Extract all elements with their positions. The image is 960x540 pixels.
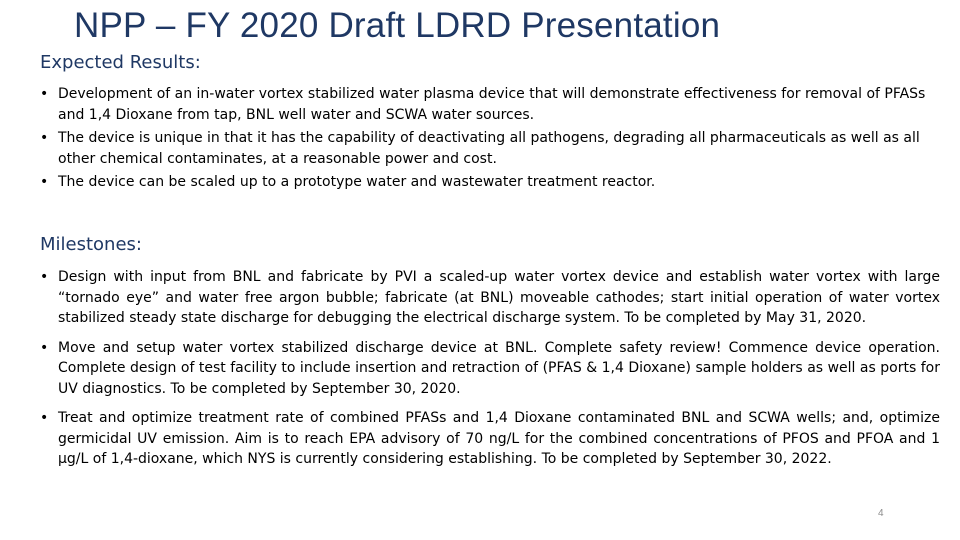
page-number: 4 bbox=[878, 508, 884, 519]
bullet-text: The device is unique in that it has the capability of deactivating all pathogens, degrading all pharmaceuticals as well as all other chemical contaminates, at a reasonable power and cost. bbox=[58, 130, 920, 167]
bullet-text: Move and setup water vortex stabilized discharge device at BNL. Complete safety review! Commence device operation. Complete design of test facility to include insertion and retraction of (PFAS & 1,4 Dioxane) sample holders as well as ports for UV diagnostics. To be completed by September 30, 2020. bbox=[58, 339, 940, 397]
bullet-icon: • bbox=[40, 130, 49, 146]
list-item bbox=[40, 338, 940, 400]
bullet-text: The device can be scaled up to a prototype water and wastewater treatment reactor. bbox=[58, 174, 656, 190]
slide-title: NPP – FY 2020 Draft LDRD Presentation bbox=[74, 6, 721, 45]
list-item bbox=[40, 408, 940, 470]
bullet-icon: • bbox=[40, 86, 49, 102]
bullet-text: Design with input from BNL and fabricate by PVI a scaled-up water vortex device and establish water vortex with large “tornado eye” and water free argon bubble; fabricate (at BNL) moveable cathodes; start initial operation of water vortex stabilized steady state discharge for debugging the electrical discharge system. To be completed by May 31, 2020. bbox=[58, 269, 940, 326]
expected-results-list bbox=[40, 84, 940, 196]
list-item bbox=[40, 172, 940, 193]
bullet-text: Treat and optimize treatment rate of combined PFASs and 1,4 Dioxane contaminated BNL and SCWA wells; and, optimize germicidal UV emission. Aim is to reach EPA advisory of 70 ng/L for the combined concentrations of PFOS and PFOA and 1 µg/L of 1,4-dioxane, which NYS is currently considering establishing. To be completed by September 30, 2022. bbox=[58, 410, 940, 467]
bullet-icon: • bbox=[40, 339, 49, 356]
list-item bbox=[40, 267, 940, 329]
expected-results-heading: Expected Results: bbox=[40, 52, 201, 73]
bullet-icon: • bbox=[40, 174, 49, 190]
milestones-list bbox=[40, 267, 940, 479]
bullet-icon: • bbox=[40, 410, 49, 426]
list-item bbox=[40, 128, 940, 169]
milestones-heading: Milestones: bbox=[40, 234, 142, 255]
bullet-icon: • bbox=[40, 269, 49, 285]
list-item bbox=[40, 84, 940, 125]
bullet-text: Development of an in-water vortex stabilized water plasma device that will demonstrate effectiveness for removal of PFASs and 1,4 Dioxane from tap, BNL well water and SCWA water sources. bbox=[58, 86, 926, 123]
